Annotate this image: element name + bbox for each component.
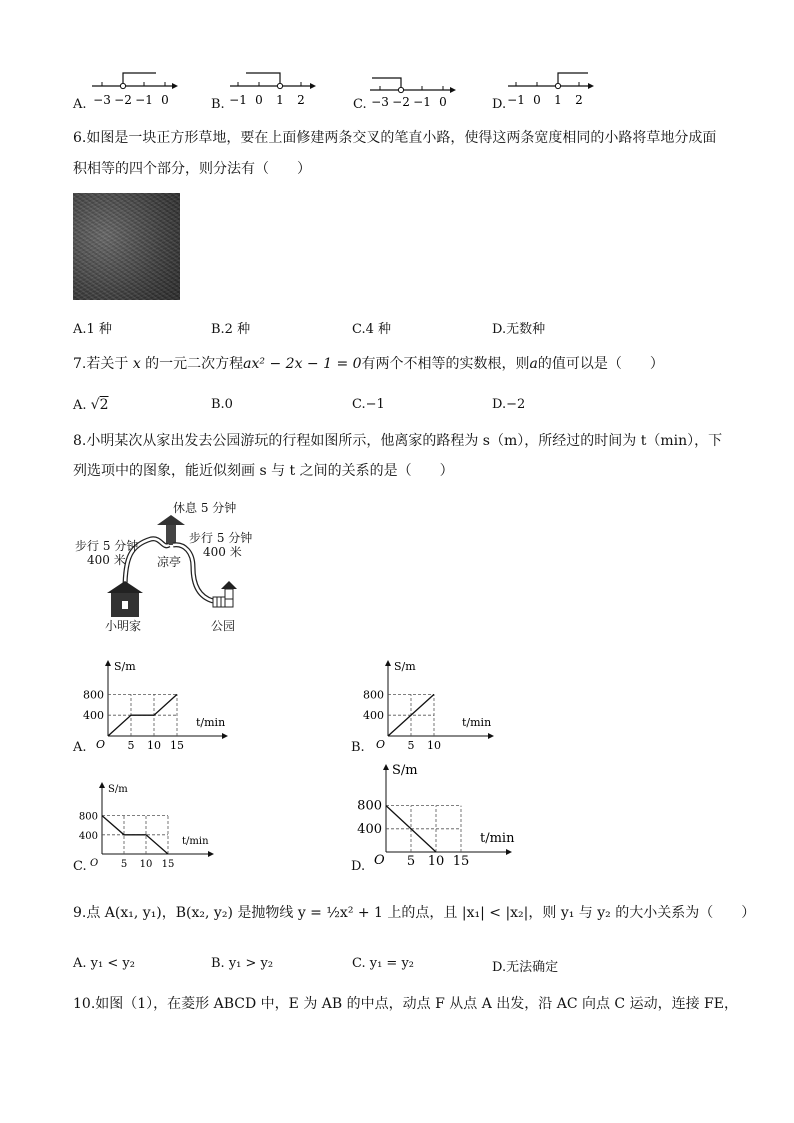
tick-label: 1: [276, 93, 284, 107]
origin-label: O: [374, 853, 385, 868]
park-label: 公园: [211, 619, 236, 633]
square-lawn-image: [73, 193, 180, 300]
x-tick-label: 15: [161, 859, 175, 870]
rest-label: 休息 5 分钟: [173, 501, 237, 515]
q5-number-line-a: [88, 68, 180, 110]
x-axis-title: t/min: [462, 716, 492, 729]
q10-stem: 10.如图（1），在菱形 ABCD 中，E 为 AB 的中点，动点 F 从点 A 出发，沿 AC 向点 C 运动，连接 FE，: [73, 996, 738, 1012]
tick-label: −2: [392, 95, 410, 109]
tick-label: 0: [439, 95, 447, 109]
y-tick-label: 400: [83, 709, 104, 723]
x-tick-label: 15: [452, 854, 470, 869]
q9-stem: 9.点 A(x₁, y₁)，B(x₂, y₂) 是抛物线 y = ½x² + 1 上的点，且 |x₁| < |x₂|，则 y₁ 与 y₂ 的大小关系为（ ）: [73, 905, 756, 921]
x-axis-arrow: [488, 733, 494, 739]
x-tick-label: 5: [407, 739, 415, 752]
x-tick-label: 10: [427, 739, 441, 752]
tick-label: −2: [114, 93, 132, 107]
q6-line-2: 积相等的四个部分，则分法有（ ）: [73, 161, 311, 177]
q8-graph-d: [357, 762, 515, 872]
y-tick-label: 400: [357, 821, 382, 837]
q8-option-b-letter: B.: [351, 740, 365, 755]
q6-option-c: C.4 种: [352, 322, 392, 337]
x-tick-label: 5: [406, 854, 416, 869]
x-tick-label: 10: [147, 739, 161, 752]
y-tick-label: 800: [78, 811, 98, 823]
q9-option-d: D.无法确定: [492, 960, 559, 975]
x-axis-arrow: [208, 851, 214, 857]
q8-option-d-letter: D.: [351, 859, 366, 874]
y-axis-title: S/m: [114, 660, 136, 673]
q7-option-d: D.−2: [492, 397, 526, 412]
tick-label: −1: [135, 93, 153, 107]
q8-line-1: 8.小明某次从家出发去公园游玩的行程如图所示，他离家的路程为 s（m），所经过的时间为 t（min），下: [73, 433, 723, 449]
tick-label: −3: [93, 93, 111, 107]
tick-label: −1: [229, 93, 247, 107]
q5-option-c-letter: C.: [353, 97, 367, 112]
q9-option-c: C. y₁ = y₂: [352, 956, 415, 971]
q5-option-d-letter: D.: [492, 97, 507, 112]
tick-label: 0: [533, 93, 541, 107]
y-tick-label: 800: [357, 798, 382, 814]
q9-option-a: A. y₁ < y₂: [73, 956, 135, 971]
q7-option-b: B.0: [211, 397, 233, 412]
q7-option-a: A. √2: [73, 397, 109, 413]
origin-label: O: [96, 738, 106, 751]
q6-line-1: 6.如图是一块正方形草地，要在上面修建两条交叉的笔直小路，使得这两条宽度相同的小路将草地分成面: [73, 130, 717, 146]
tick-label: 2: [297, 93, 305, 107]
origin-label: O: [376, 738, 386, 751]
q5-option-b-letter: B.: [211, 97, 225, 112]
y-tick-label: 800: [83, 688, 104, 702]
q6-option-a: A.1 种: [73, 322, 112, 337]
tick-label: 2: [575, 93, 583, 107]
dist-right-label: 400 米: [203, 545, 242, 559]
origin-label: O: [90, 858, 99, 869]
q8-graph-c: [78, 780, 216, 872]
q5-number-line-d: [504, 68, 596, 110]
x-axis-title: t/min: [480, 831, 515, 846]
q7-stem: 7.若关于 x 的一元二次方程ax² − 2x − 1 = 0有两个不相等的实数根，则a的值可以是（ ）: [73, 356, 664, 372]
route-map: [73, 497, 263, 637]
y-axis-title: S/m: [392, 763, 418, 778]
x-tick-label: 15: [170, 739, 184, 752]
x-tick-label: 5: [120, 859, 128, 870]
y-axis-arrow: [383, 764, 389, 770]
q8-graph-a: [83, 658, 230, 754]
q5-number-line-b: [226, 68, 318, 110]
x-axis-title: t/min: [182, 836, 209, 847]
q5-number-line-c: [366, 68, 458, 110]
y-axis-title: S/m: [394, 660, 416, 673]
y-tick-label: 400: [363, 709, 384, 723]
tick-label: −3: [371, 95, 389, 109]
walk-left-label: 步行 5 分钟: [75, 539, 139, 553]
y-axis-arrow: [99, 782, 105, 788]
q8-option-c-letter: C.: [73, 859, 87, 874]
x-tick-label: 10: [427, 854, 445, 869]
home-label: 小明家: [105, 619, 142, 633]
q6-option-b: B.2 种: [211, 322, 251, 337]
q8-line-2: 列选项中的图象，能近似刻画 s 与 t 之间的关系的是（ ）: [73, 463, 454, 479]
q7-option-c: C.−1: [352, 397, 385, 412]
q9-option-b: B. y₁ > y₂: [211, 956, 274, 971]
pavilion-label: 凉亭: [157, 555, 182, 569]
y-axis-title: S/m: [108, 784, 128, 795]
tick-label: −1: [507, 93, 525, 107]
q8-option-a-letter: A.: [73, 740, 87, 755]
x-axis-title: t/min: [196, 716, 226, 729]
x-axis-arrow: [222, 733, 228, 739]
x-axis-arrow: [506, 849, 512, 855]
tick-label: 0: [255, 93, 263, 107]
y-tick-label: 800: [363, 688, 384, 702]
q6-option-d: D.无数种: [492, 322, 546, 337]
x-tick-label: 5: [127, 739, 135, 752]
walk-right-label: 步行 5 分钟: [189, 531, 253, 545]
y-axis-arrow: [105, 660, 111, 666]
q7-equation: ax² − 2x − 1 = 0: [243, 356, 362, 372]
tick-label: 0: [161, 93, 169, 107]
q5-option-a-letter: A.: [73, 97, 87, 112]
y-tick-label: 400: [78, 830, 98, 842]
tick-label: −1: [413, 95, 431, 109]
q8-graph-b: [363, 658, 496, 754]
dist-left-label: 400 米: [87, 553, 126, 567]
tick-label: 1: [554, 93, 562, 107]
x-tick-label: 10: [139, 859, 153, 870]
y-axis-arrow: [385, 660, 391, 666]
